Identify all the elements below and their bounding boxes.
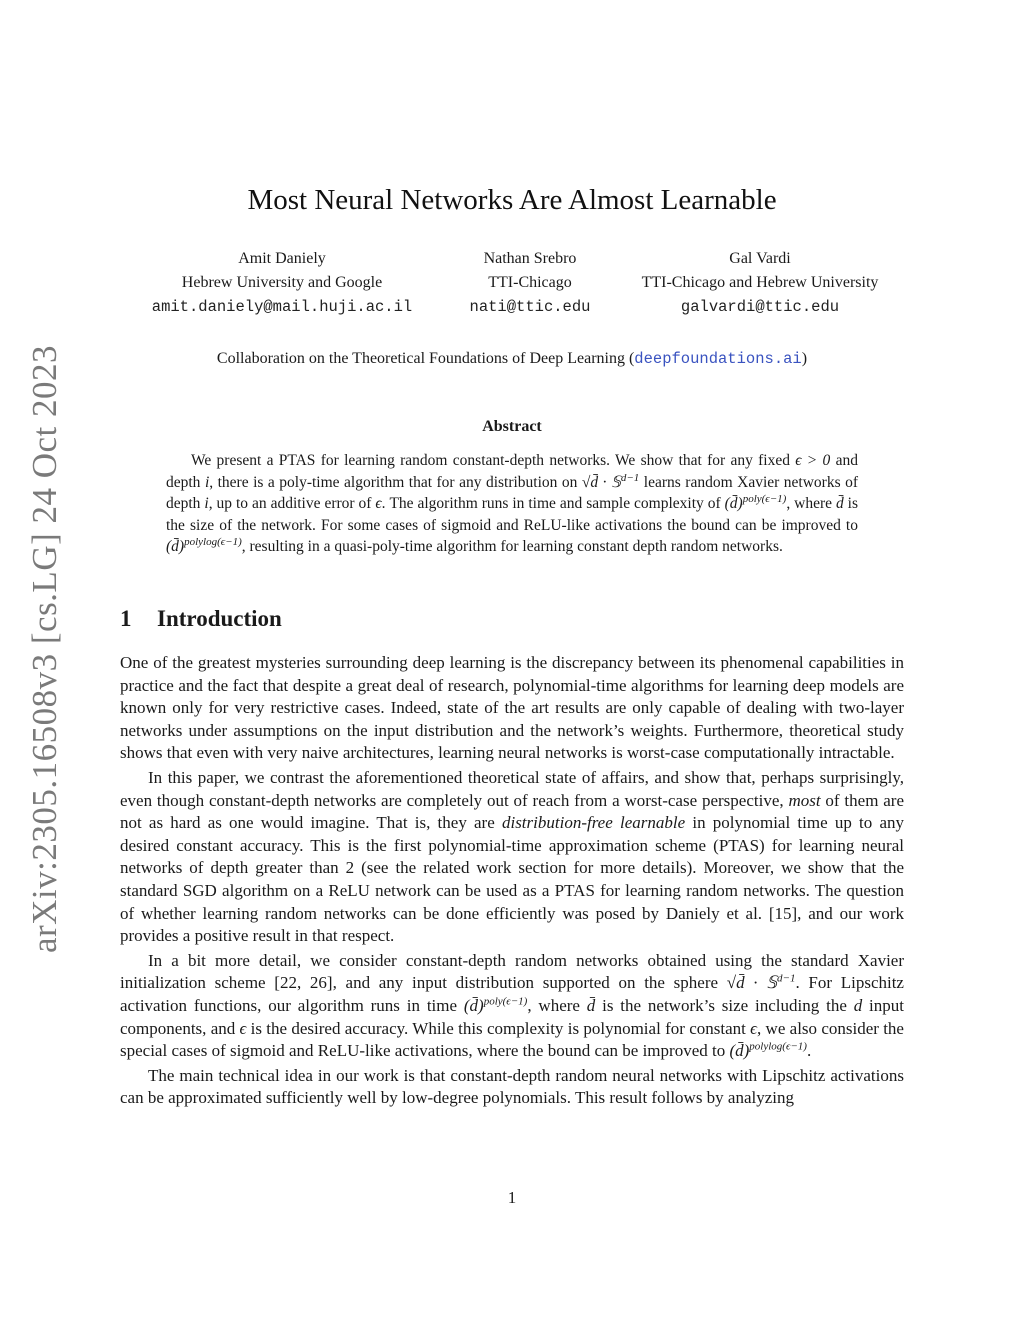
math-inline: d̄ <box>835 495 844 512</box>
math-inline: ϵ <box>750 1018 757 1038</box>
author-block-1 <box>137 247 427 319</box>
author-name: Nathan Srebro <box>483 250 577 267</box>
emphasis: most <box>788 790 821 810</box>
arxiv-identifier-stamp <box>14 344 76 954</box>
math-inline: ϵ <box>239 1018 247 1038</box>
math-inline: d <box>853 995 863 1015</box>
math-inline: (d̄)$^{polylog(\epsilon-1)}$ <box>166 535 242 555</box>
section-heading-introduction <box>120 606 282 632</box>
math-inline: (d̄)$^{poly(\epsilon-1)}$ <box>463 995 528 1015</box>
author-affiliation: Hebrew University and Google <box>181 274 383 291</box>
math-inline: i <box>204 473 210 491</box>
math-inline: ϵ > 0 <box>795 452 831 469</box>
math-inline: i <box>204 495 209 512</box>
math-inline: ϵ <box>375 495 382 512</box>
emphasis: distribution-free learnable <box>501 813 686 833</box>
collaboration-line <box>0 350 1024 368</box>
math-inline: √d̄ · 𝕊$^{d-1}$ <box>581 471 640 491</box>
section-number: 1 <box>120 606 132 631</box>
math-inline: (d̄)$^{poly(\epsilon-1)}$ <box>724 492 787 512</box>
abstract-body: We present a PTAS for learning random constant-depth networks. We show that for any fixed ϵ > 0 and depth i, there is a poly-time algorithm that for any distribution on √d̄ · 𝕊$^{d-1}$ learns random Xavier networks of depth i, up to an additive error of ϵ. The algorithm runs in time and sample complexity of (d̄)$^{poly(\epsilon-1)}$, where d̄ is the size of the network. For some cases of sigmoid and ReLU-like activations the bound can be improved to (d̄)$^{polylog(\epsilon-1)}$, resulting in a quasi-poly-time algorithm for learning constant depth random networks. <box>166 452 859 555</box>
section-title: Introduction <box>157 606 282 631</box>
paragraph: The main technical idea in our work is that constant-depth random neural networks with Lipschitz activations can be approximated sufficiently well by low-degree polynomials. This result follows by analyzing <box>120 1065 904 1108</box>
paragraph: In a bit more detail, we consider constant-depth random networks obtained using the standard Xavier initialization scheme [22, 26], and any input distribution supported on the sphere √d̄ · 𝕊$^{d-1}$. For Lipschitz activation functions, our algorithm runs in time (d̄)$^{poly(\epsilon-1)}$, where d̄ is the network’s size including the d input components, and ϵ is the desired accuracy. While this complexity is polynomial for constant ϵ, we also consider the special cases of sigmoid and ReLU-like activations, where the bound can be improved to (d̄)$^{polylog(\epsilon-1)}$. <box>120 950 904 1061</box>
math-inline: √d̄ · 𝕊$^{d-1}$ <box>726 972 796 993</box>
math-inline: (d̄)$^{polylog(\epsilon-1)}$ <box>729 1040 807 1061</box>
paragraph: In this paper, we contrast the aforementioned theoretical state of affairs, and show that, perhaps surprisingly, even though constant-depth networks are completely out of reach from a worst-case perspective, most of them are not as hard as one would imagine. That is, they are distribution-free learnable in polynomial time up to any desired constant accuracy. This is the first polynomial-time approximation scheme (PTAS) for learning neural networks of depth greater than 2 (see the related work section for more details). Moreover, we show that the standard SGD algorithm on a ReLU network can be used as a PTAS for learning random networks. The question of whether learning random networks can be done efficiently was posed by Daniely et al. [15], and our work provides a positive result in that respect. <box>120 767 905 946</box>
author-block-3 <box>620 247 900 319</box>
author-affiliation: TTI-Chicago <box>488 274 572 291</box>
author-block-2 <box>440 247 620 319</box>
paper-title: Most Neural Networks Are Almost Learnable <box>247 184 777 216</box>
introduction-body <box>120 652 904 1110</box>
author-name: Gal Vardi <box>729 250 791 267</box>
author-email[interactable]: galvardi@ttic.edu <box>680 298 840 316</box>
author-email[interactable]: amit.daniely@mail.huji.ac.il <box>151 298 413 316</box>
page-number: 1 <box>507 1188 517 1207</box>
paragraph: One of the greatest mysteries surrounding deep learning is the discrepancy between its phenomenal capabilities in practice and the fact that despite a great deal of research, polynomial-time algorithms for learning deep models are known only for very restrictive cases. Indeed, state of the art results are only capable of dealing with two-layer networks under assumptions on the input distribution and the network’s weights. Furthermore, theoretical study shows that even with very naive architectures, learning neural networks is worst-case computationally intractable. <box>120 653 904 763</box>
deepfoundations-link[interactable]: deepfoundations.ai <box>634 350 802 368</box>
author-email[interactable]: nati@ttic.edu <box>469 298 591 316</box>
collaboration-close-paren: ) <box>801 350 808 367</box>
math-inline: d̄ <box>586 995 596 1015</box>
arxiv-identifier-text: arXiv:2305.16508v3 [cs.LG] 24 Oct 2023 <box>25 344 65 954</box>
collaboration-text: Collaboration on the Theoretical Foundations of Deep Learning ( <box>216 350 635 367</box>
abstract-heading: Abstract <box>482 418 542 435</box>
author-name: Amit Daniely <box>238 250 326 267</box>
author-affiliation: TTI-Chicago and Hebrew University <box>641 274 879 291</box>
